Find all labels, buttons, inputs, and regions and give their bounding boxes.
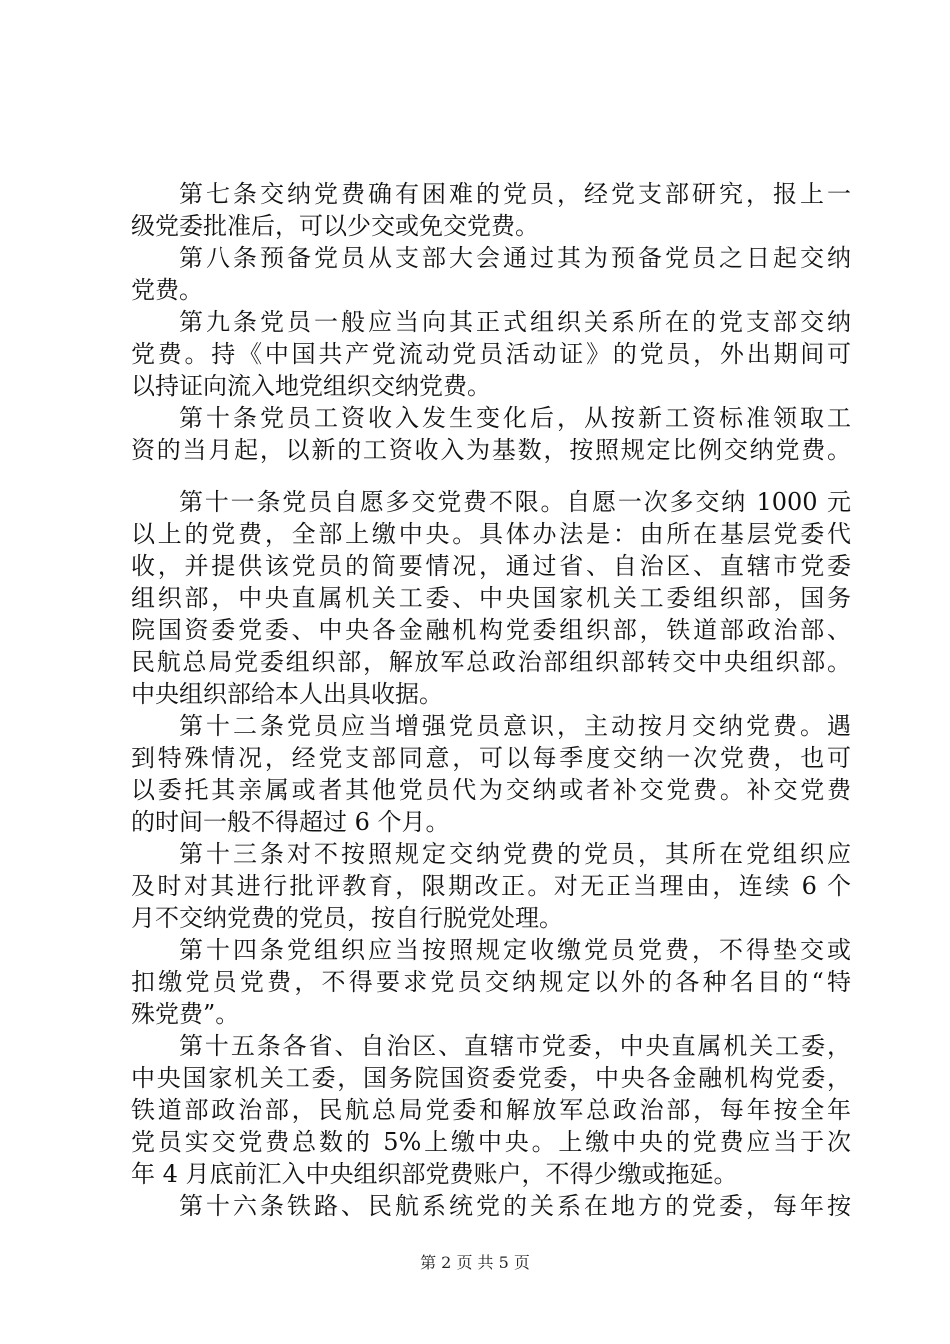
text-line: 党费。 <box>131 276 203 304</box>
text-line: 以持证向流入地党组织交纳党费。 <box>131 372 491 400</box>
text-line: 第十六条铁路、民航系统党的关系在地方的党委，每年按 <box>179 1192 851 1220</box>
text-line: 中央组织部给本人出具收据。 <box>131 680 443 708</box>
text-line: 党员实交党费总数的 5%上缴中央。上缴中央的党费应当于次 <box>131 1128 851 1156</box>
text-line: 到特殊情况，经党支部同意，可以每季度交纳一次党费，也可 <box>131 744 851 772</box>
page-number-footer: 第 2 页 共 5 页 <box>420 1253 530 1272</box>
text-line: 殊党费”。 <box>131 1000 240 1028</box>
text-line: 第十三条对不按照规定交纳党费的党员，其所在党组织应 <box>179 840 851 868</box>
text-line: 资的当月起，以新的工资收入为基数，按照规定比例交纳党费。 <box>131 436 851 464</box>
text-line: 年 4 月底前汇入中央组织部党费账户，不得少缴或拖延。 <box>131 1160 738 1188</box>
text-line: 级党委批准后，可以少交或免交党费。 <box>131 212 539 240</box>
text-line: 以上的党费，全部上缴中央。具体办法是：由所在基层党委代 <box>131 520 851 548</box>
text-line: 第十四条党组织应当按照规定收缴党员党费，不得垫交或 <box>179 936 851 964</box>
text-line: 扣缴党员党费，不得要求党员交纳规定以外的各种名目的“特 <box>131 968 851 996</box>
text-line: 第十一条党员自愿多交党费不限。自愿一次多交纳 1000 元 <box>179 488 851 516</box>
text-line: 第十二条党员应当增强党员意识，主动按月交纳党费。遇 <box>179 712 851 740</box>
text-line: 第八条预备党员从支部大会通过其为预备党员之日起交纳 <box>179 244 851 272</box>
text-line: 及时对其进行批评教育，限期改正。对无正当理由，连续 6 个 <box>131 872 851 900</box>
text-line: 以委托其亲属或者其他党员代为交纳或者补交党费。补交党费 <box>131 776 851 804</box>
text-line: 月不交纳党费的党员，按自行脱党处理。 <box>131 904 563 932</box>
text-line: 民航总局党委组织部，解放军总政治部组织部转交中央组织部。 <box>131 648 851 676</box>
text-line: 组织部，中央直属机关工委、中央国家机关工委组织部，国务 <box>131 584 851 612</box>
text-line: 第十条党员工资收入发生变化后，从按新工资标准领取工 <box>179 404 851 432</box>
text-line: 收，并提供该党员的简要情况，通过省、自治区、直辖市党委 <box>131 552 851 580</box>
text-line: 党费。持《中国共产党流动党员活动证》的党员，外出期间可 <box>131 340 851 368</box>
text-line: 铁道部政治部，民航总局党委和解放军总政治部，每年按全年 <box>131 1096 851 1124</box>
text-line: 中央国家机关工委，国务院国资委党委，中央各金融机构党委， <box>131 1064 851 1092</box>
text-line: 院国资委党委、中央各金融机构党委组织部，铁道部政治部、 <box>131 616 851 644</box>
text-line: 第七条交纳党费确有困难的党员，经党支部研究，报上一 <box>179 180 851 208</box>
text-line: 第十五条各省、自治区、直辖市党委，中央直属机关工委， <box>179 1032 851 1060</box>
text-line: 的时间一般不得超过 6 个月。 <box>131 808 450 836</box>
text-line: 第九条党员一般应当向其正式组织关系所在的党支部交纳 <box>179 308 851 336</box>
